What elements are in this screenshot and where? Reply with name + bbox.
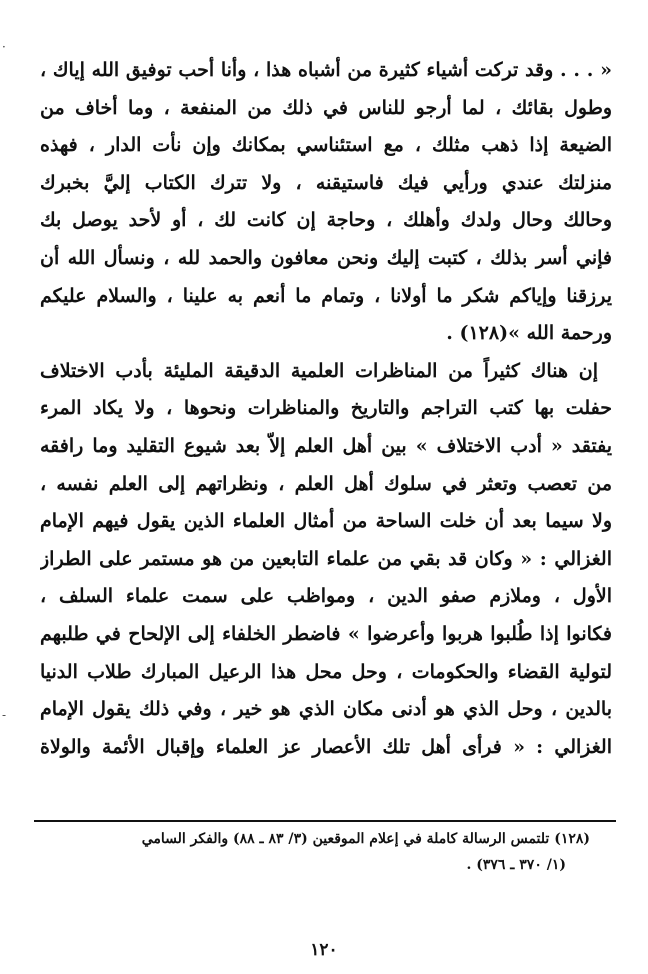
footnote-divider (34, 820, 616, 822)
text-line: ورحمة الله »(١٢٨) . (446, 322, 612, 345)
text-line: فإني أسر بذلك ، كتبت إليك ونحن معافون والحمد لله ، ونسأل الله أن (40, 246, 612, 269)
text-line: الغزالي : « فرأى أهل تلك الأعصار عز العلماء وإقبال الأئمة والولاة (40, 735, 612, 758)
text-line: ولا سيما بعد أن خلت الساحة من أمثال العلماء الذين يقول فيهم الإمام (40, 510, 612, 533)
text-line: حفلت بها كتب التراجم والتاريخ والمناظرات ونحوها ، ولا يكاد المرء (40, 397, 612, 420)
text-line: يفتقد « أدب الاختلاف » بين أهل العلم إلاّ بعد شيوع التقليد وما رافقه (40, 434, 612, 457)
scan-mark: - (2, 708, 7, 722)
footnote-line: (١/ ٣٧٠ ـ ٣٧٦) . (466, 857, 566, 873)
body-text (40, 52, 612, 766)
page-number: ١٢٠ (310, 940, 338, 960)
text-line: لتولية القضاء والحكومات ، وحل محل هذا الرعيل المبارك طلاب الدنيا (40, 660, 612, 683)
text-line: يرزقنا وإياكم شكر ما أولانا ، وتمام ما أنعم به علينا ، والسلام عليكم (40, 284, 612, 307)
text-line: الضيعة إذا ذهب مثلك ، مع استئناسي بمكانك وإن نأت الدار ، فهذه (40, 134, 612, 157)
text-line: فكانوا إذا طُلبوا هربوا وأعرضوا » فاضطر الخلفاء إلى الإلحاح في طلبهم (40, 622, 612, 645)
text-line: منزلتك عندي ورأيي فيك فاستيقنه ، ولا تترك الكتاب إليَّ بخبرك (40, 171, 612, 194)
text-line: الأول ، وملازم صفو الدين ، ومواظب على سمت علماء السلف ، (40, 585, 612, 608)
text-line: بالدين ، وحل الذي هو أدنى مكان الذي هو خير ، وفي ذلك يقول الإمام (40, 698, 612, 721)
text-line: وطول بقائك ، لما أرجو للناس في ذلك من المنفعة ، وما أخاف من (40, 96, 612, 119)
footnote-line: (١٢٨) تلتمس الرسالة كاملة في إعلام الموقعين (٣/ ٨٣ ـ ٨٨) والفكر السامي (141, 831, 590, 847)
text-line: وحالك وحال ولدك وأهلك ، وحاجة إن كانت لك ، أو لأحد يوصل بك (40, 209, 612, 232)
text-line: « . . . وقد تركت أشياء كثيرة من أشباه هذا ، وأنا أحب توفيق الله إياك ، (40, 59, 612, 81)
text-line: الغزالي : « وكان قد بقي من علماء التابعين من هو مستمر على الطراز (40, 547, 612, 570)
text-line: من تعصب وتعثر في سلوك أهل العلم ، ونظراتهم إلى العلم نفسه ، (40, 472, 612, 495)
footnote (34, 826, 590, 878)
text-line: إن هناك كثيراً من المناظرات العلمية الدقيقة المليئة بأدب الاختلاف (40, 359, 598, 382)
scan-mark: · (2, 40, 6, 54)
